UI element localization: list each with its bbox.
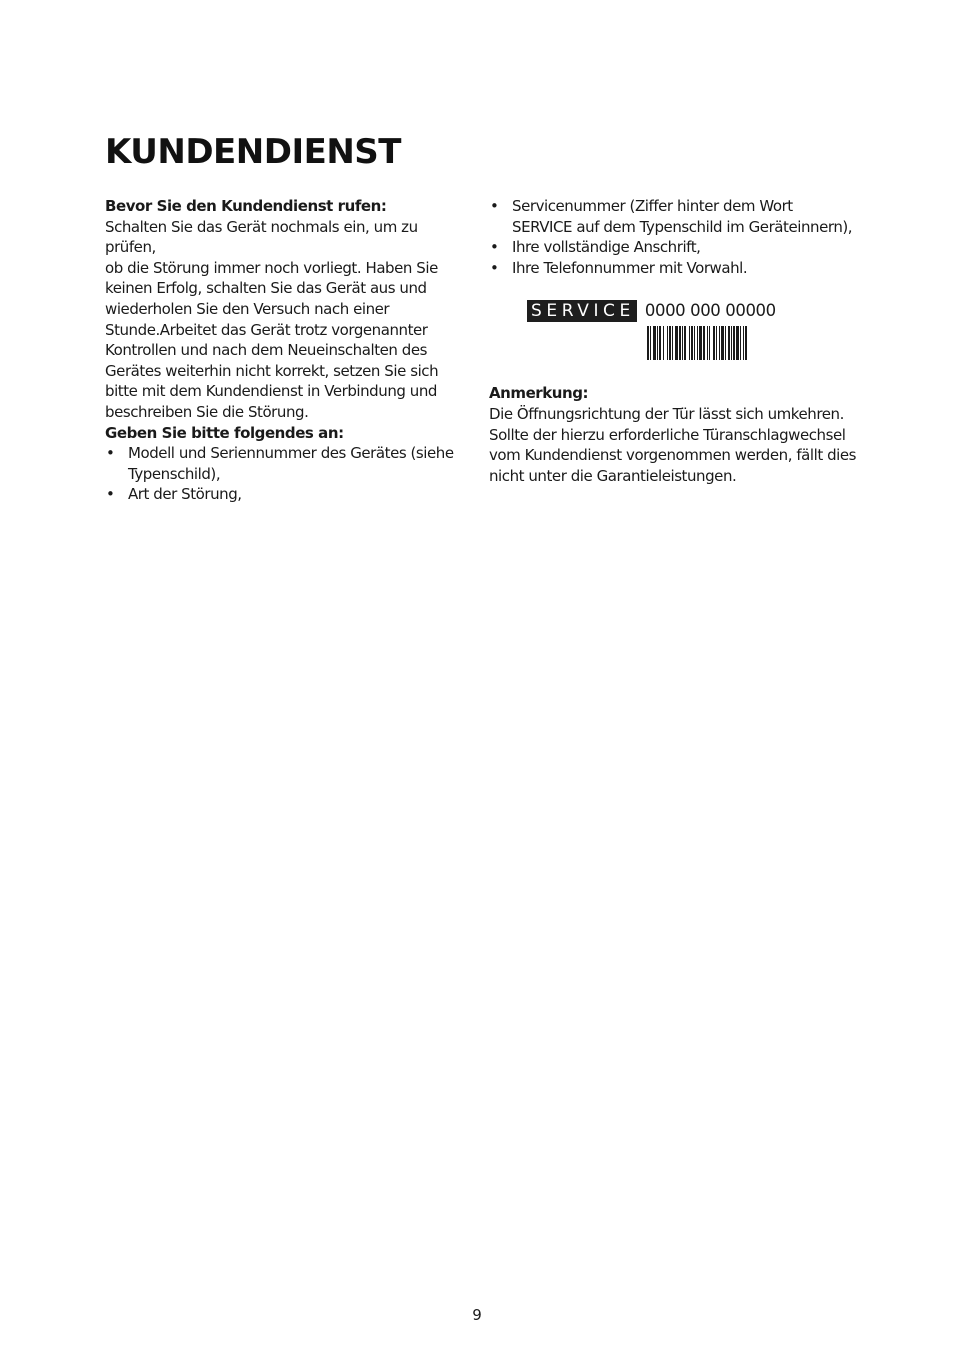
list-item xyxy=(105,443,467,484)
text-line: nicht unter die Garantieleistungen. xyxy=(489,466,737,485)
text-line: Servicenummer (Ziffer hinter dem Wort xyxy=(512,197,793,215)
text-line: Ihre vollständige Anschrift, xyxy=(512,238,701,257)
bullet-icon: • xyxy=(490,197,499,215)
service-label: SERVICE xyxy=(527,300,637,322)
text-line: bitte mit dem Kundendienst in Verbindung und xyxy=(105,382,437,401)
note-block xyxy=(489,383,861,486)
instructions-paragraph xyxy=(105,217,467,423)
list-item xyxy=(489,237,861,258)
page-number: 9 xyxy=(472,1306,482,1324)
note-paragraph xyxy=(489,404,861,486)
text-line: Modell und Seriennummer des Gerätes (siehe xyxy=(128,444,454,463)
text-line: Ihre Telefonnummer mit Vorwahl. xyxy=(512,258,748,277)
text-line: vom Kundendienst vorgenommen werden, fällt dies xyxy=(489,446,857,465)
list-item xyxy=(489,196,861,237)
service-number: 0000 000 00000 xyxy=(644,301,776,321)
info-list-right xyxy=(489,196,861,278)
text-line: beschreiben Sie die Störung. xyxy=(105,402,309,421)
text-line: ob die Störung immer noch vorliegt. Haben Sie xyxy=(105,258,438,277)
text-line: Die Öffnungsrichtung der Tür lässt sich umkehren. xyxy=(489,404,844,423)
text-line: Gerätes weiterhin nicht korrekt, setzen Sie sich xyxy=(105,361,439,380)
heading-provide-info: Geben Sie bitte folgendes an: xyxy=(105,423,344,442)
text-line: wiederholen Sie den Versuch nach einer xyxy=(105,299,390,318)
text-line: Sollte der hierzu erforderliche Türanschlagwechsel xyxy=(489,425,846,444)
list-item xyxy=(105,484,467,505)
service-row xyxy=(527,300,779,322)
text-line: keinen Erfolg, schalten Sie das Gerät aus und xyxy=(105,279,427,298)
left-column xyxy=(105,196,467,505)
text-line: Schalten Sie das Gerät nochmals ein, um zu prüfen, xyxy=(105,217,418,257)
text-line: SERVICE auf dem Typenschild im Geräteinnern), xyxy=(512,217,853,236)
note-heading: Anmerkung: xyxy=(489,384,589,403)
barcode-icon xyxy=(647,326,779,360)
bullet-icon: • xyxy=(106,485,115,504)
service-label-illustration xyxy=(527,300,779,360)
bullet-icon: • xyxy=(106,444,115,463)
text-line: Stunde.Arbeitet das Gerät trotz vorgenannter xyxy=(105,320,428,339)
list-item xyxy=(489,258,861,279)
heading-before-service-call: Bevor Sie den Kundendienst rufen: xyxy=(105,197,387,215)
right-column xyxy=(489,196,861,486)
page-title: KUNDENDIENST xyxy=(105,132,401,172)
text-line: Art der Störung, xyxy=(128,485,242,504)
text-line: Typenschild), xyxy=(128,464,221,483)
bullet-icon: • xyxy=(490,258,499,277)
text-line: Kontrollen und nach dem Neueinschalten des xyxy=(105,341,427,360)
info-list-left xyxy=(105,443,467,505)
bullet-icon: • xyxy=(490,238,499,257)
